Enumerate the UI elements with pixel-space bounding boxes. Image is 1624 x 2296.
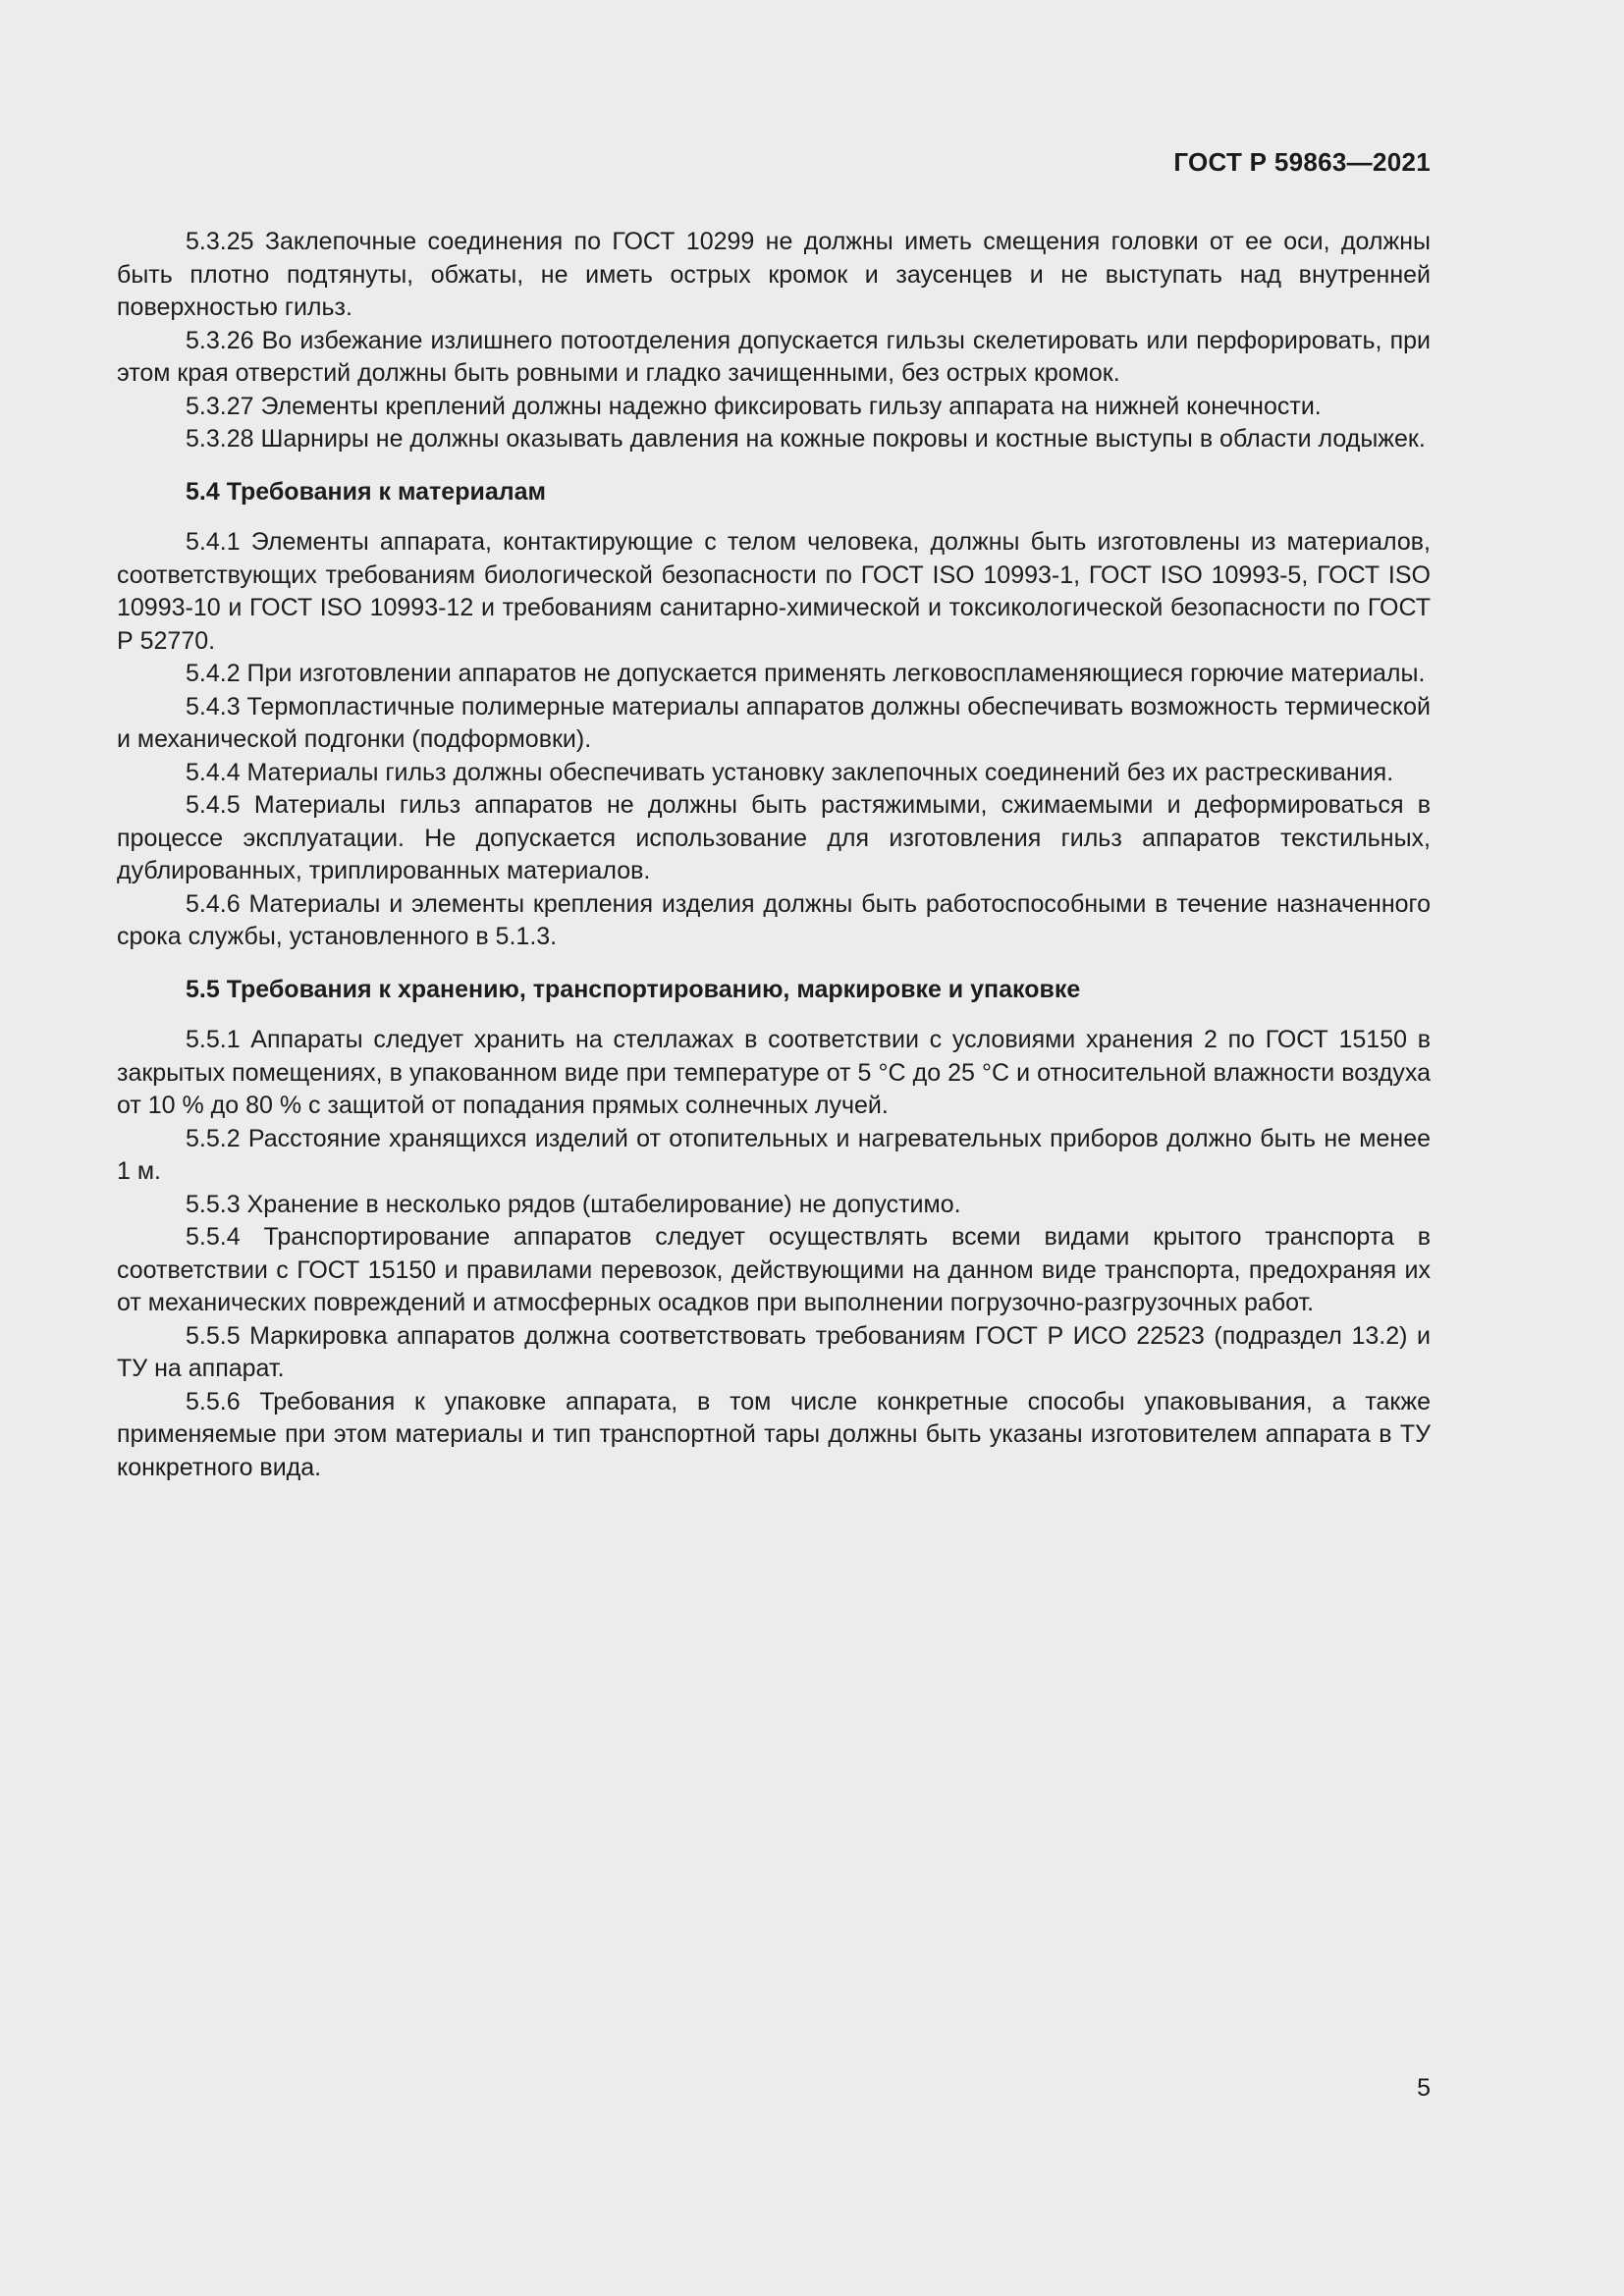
paragraph-5-5-1: 5.5.1 Аппараты следует хранить на стеллажах в соответствии с условиями хранения 2 по ГОСТ 15150 в закрытых помещениях, в упакованном виде при температуре от 5 °С до 25 °С и относительной влажности воздуха от 10 % до 80 % с защитой от попадания прямых солнечных лучей.: [117, 1026, 1431, 1119]
document-body: [117, 226, 1431, 1484]
paragraph-5-3-25: 5.3.25 Заклепочные соединения по ГОСТ 10299 не должны иметь смещения головки от ее оси, должны быть плотно подтянуты, обжаты, не иметь острых кромок и заусенцев и не выступать над внутренней поверхностью гильз.: [117, 228, 1431, 321]
document-code: ГОСТ Р 59863—2021: [1173, 147, 1431, 177]
paragraph-5-5-5: 5.5.5 Маркировка аппаратов должна соответствовать требованиям ГОСТ Р ИСО 22523 (подраздел 13.2) и ТУ на аппарат.: [117, 1321, 1431, 1382]
paragraph-5-3-27: 5.3.27 Элементы креплений должны надежно фиксировать гильзу аппарата на нижней конечности.: [186, 392, 1322, 420]
paragraph-5-5-3: 5.5.3 Хранение в несколько рядов (штабелирование) не допустимо.: [186, 1190, 961, 1218]
paragraph-5-4-5: 5.4.5 Материалы гильз аппаратов не должны быть растяжимыми, сжимаемыми и деформироваться в процессе эксплуатации. Не допускается использование для изготовления гильз аппаратов текстильных, дублированных, триплированных материалов.: [117, 791, 1431, 884]
paragraph-5-5-2: 5.5.2 Расстояние хранящихся изделий от отопительных и нагревательных приборов должно быть не менее 1 м.: [117, 1124, 1431, 1185]
paragraph-5-4-4: 5.4.4 Материалы гильз должны обеспечивать установку заклепочных соединений без их растрескивания.: [186, 758, 1394, 786]
paragraph-5-3-28: 5.3.28 Шарниры не должны оказывать давления на кожные покровы и костные выступы в области лодыжек.: [186, 425, 1426, 453]
paragraph-5-4-6: 5.4.6 Материалы и элементы крепления изделия должны быть работоспособными в течение назначенного срока службы, установленного в 5.1.3.: [117, 889, 1431, 950]
section-heading-5-4: 5.4 Требования к материалам: [186, 477, 547, 506]
page-number: 5: [1417, 2074, 1431, 2102]
paragraph-5-4-2: 5.4.2 При изготовлении аппаратов не допускается применять легковоспламеняющиеся горючие материалы.: [186, 660, 1426, 687]
paragraph-5-3-26: 5.3.26 Во избежание излишнего потоотделения допускается гильзы скелетировать или перфорировать, при этом края отверстий должны быть ровными и гладко зачищенными, без острых кромок.: [117, 326, 1431, 387]
paragraph-5-5-6: 5.5.6 Требования к упаковке аппарата, в том числе конкретные способы упаковывания, а также применяемые при этом материалы и тип транспортной тары должны быть указаны изготовителем аппарата в ТУ конкретного вида.: [117, 1387, 1431, 1481]
paragraph-5-4-3: 5.4.3 Термопластичные полимерные материалы аппаратов должны обеспечивать возможность термической и механической подгонки (подформовки).: [117, 692, 1431, 753]
section-heading-5-5: 5.5 Требования к хранению, транспортированию, маркировке и упаковке: [186, 975, 1081, 1003]
paragraph-5-4-1: 5.4.1 Элементы аппарата, контактирующие с телом человека, должны быть изготовлены из материалов, соответствующих требованиям биологической безопасности по ГОСТ ISO 10993-1, ГОСТ ISO 10993-5, ГОСТ ISO 10993-10 и ГОСТ ISO 10993-12 и требованиям санитарно-химической и токсикологической безопасности по ГОСТ Р 52770.: [117, 528, 1431, 655]
paragraph-5-5-4: 5.5.4 Транспортирование аппаратов следует осуществлять всеми видами крытого транспорта в соответствии с ГОСТ 15150 и правилами перевозок, действующими на данном виде транспорта, предохраняя их от механических повреждений и атмосферных осадков при выполнении погрузочно-разгрузочных работ.: [117, 1223, 1431, 1316]
